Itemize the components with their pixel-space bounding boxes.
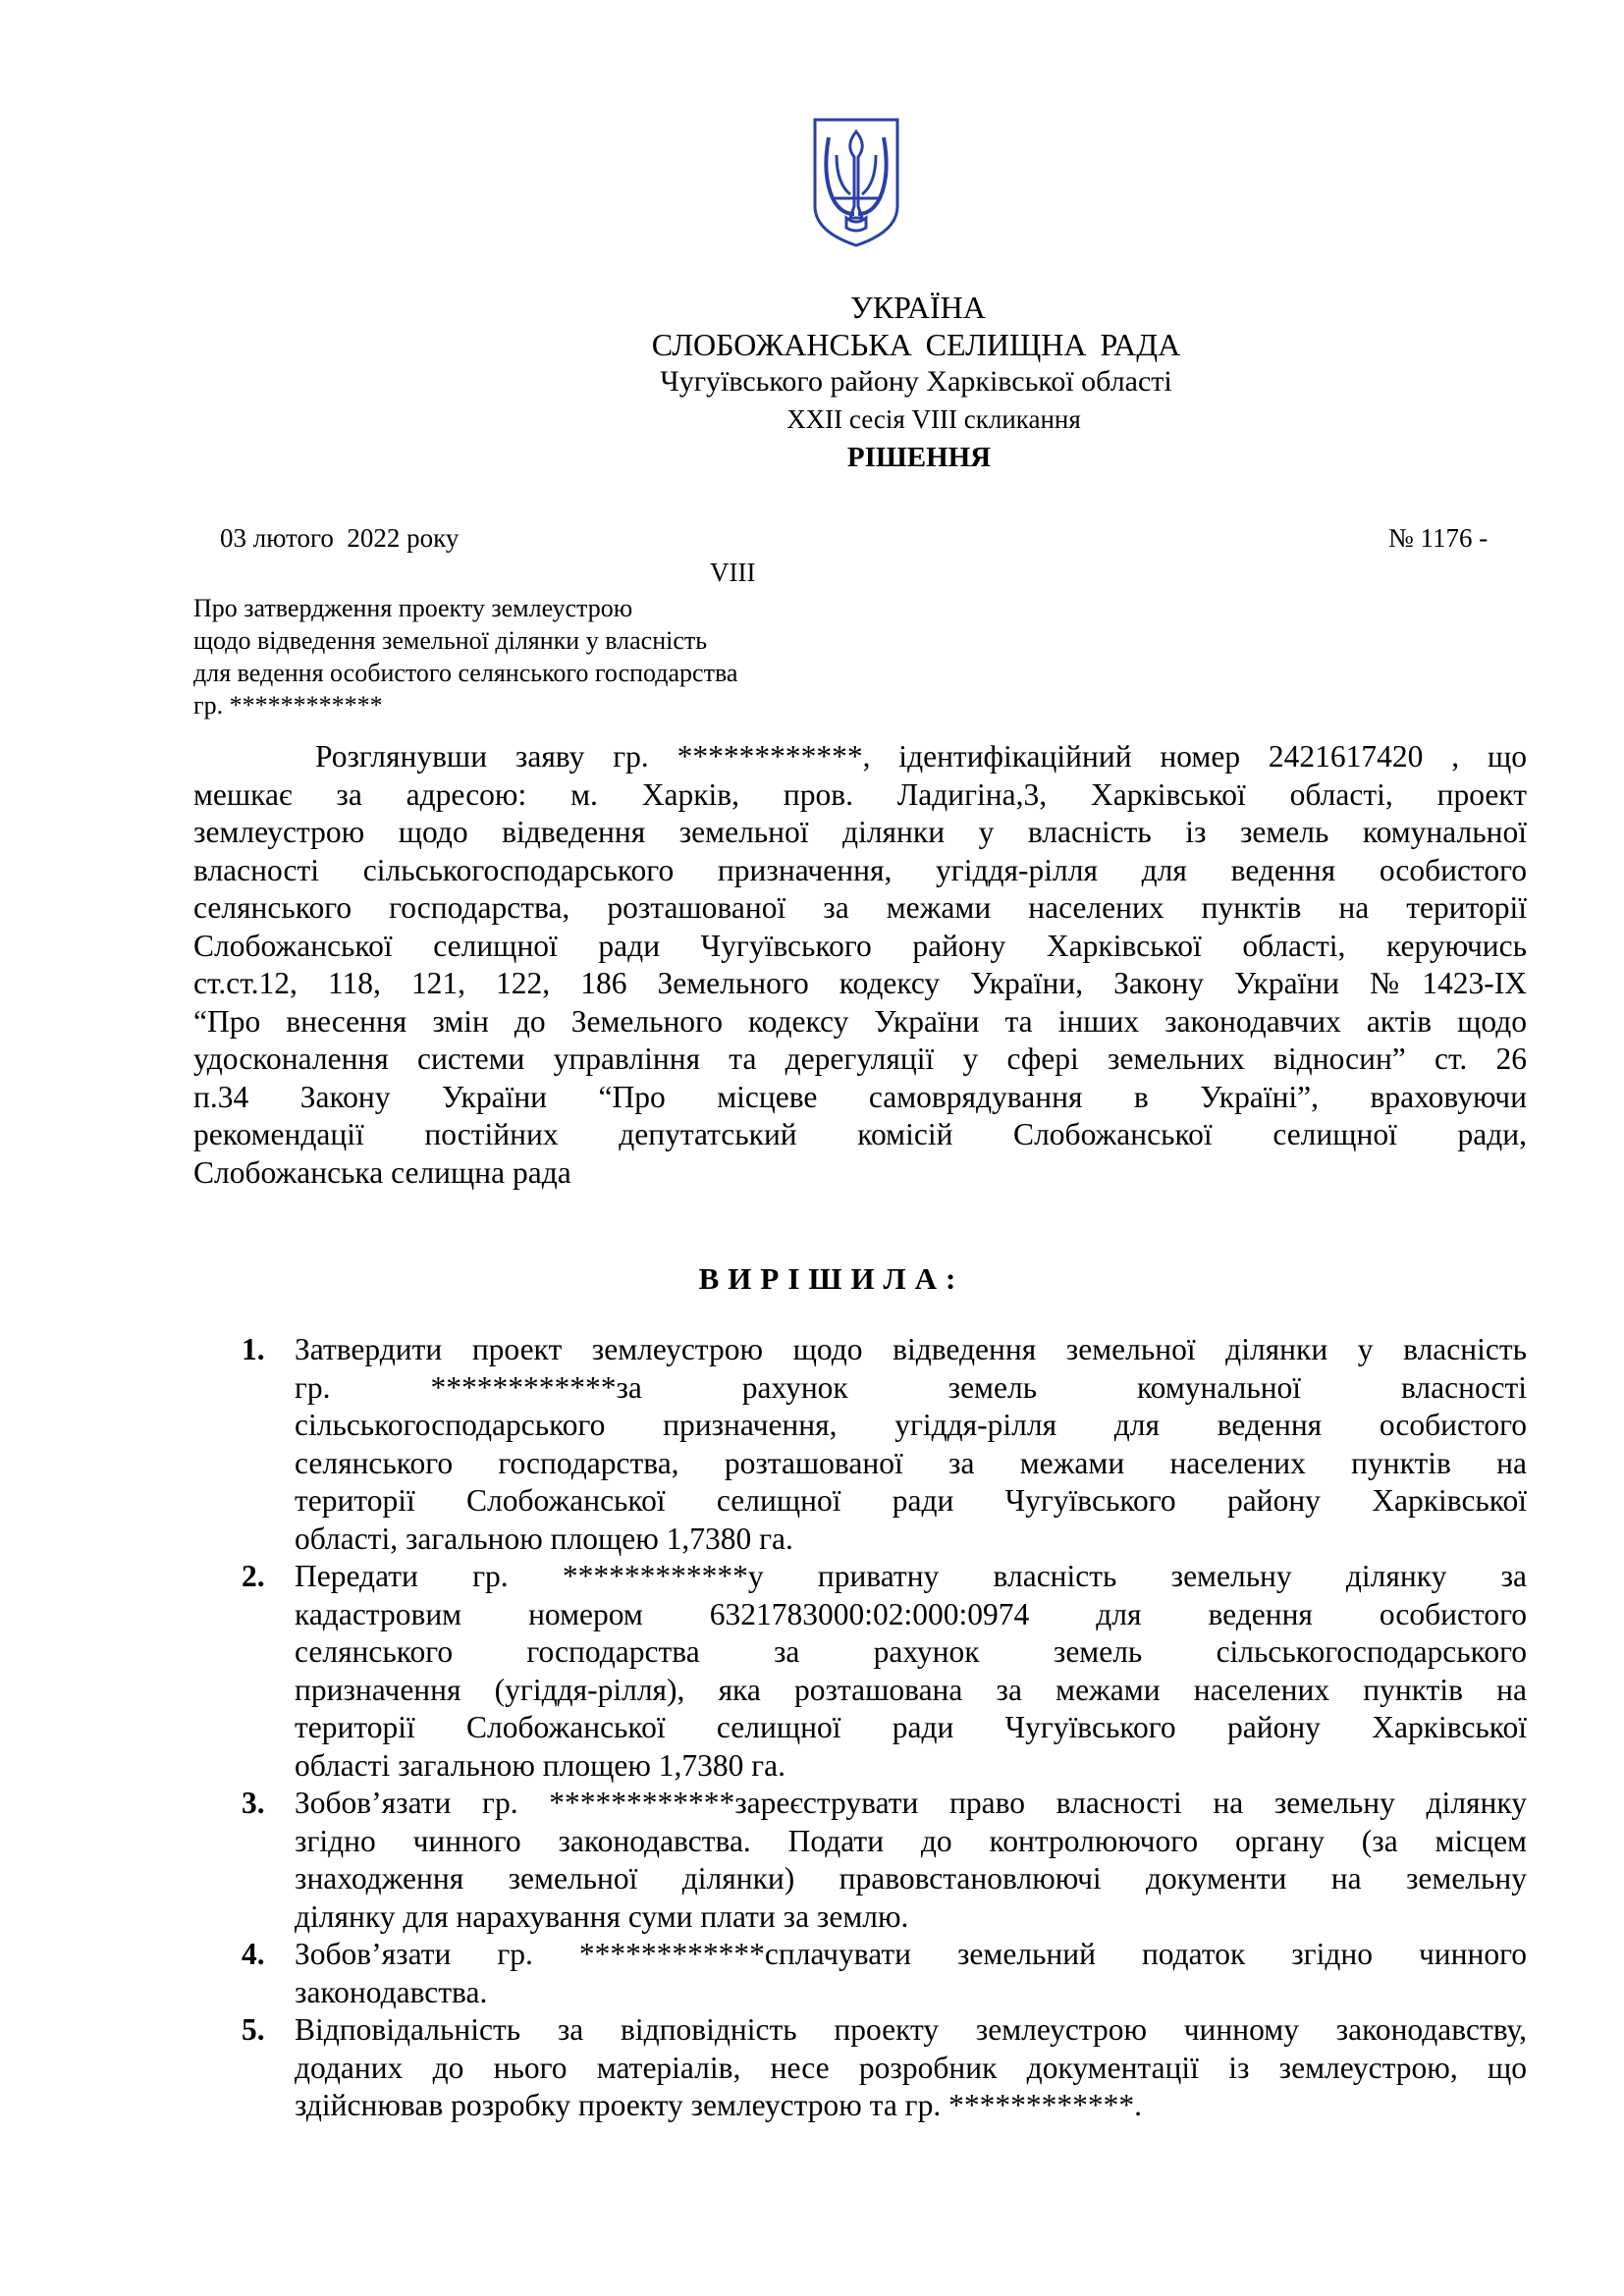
resolution-item: [196, 1785, 1527, 1936]
council-name: СЛОБОЖАНСЬКА СЕЛИЩНА РАДА: [651, 327, 1181, 362]
preamble-line: селянського господарства, розташованої за межами населених пунктів на території: [193, 890, 1527, 925]
resolution-item: [196, 1331, 1527, 1558]
item-line: здійснював розробку проекту землеустрою та гр. ************.: [295, 2088, 1142, 2122]
item-line: сільськогосподарського призначення, угіддя-рілля для ведення особистого: [295, 1408, 1527, 1442]
item-line: ділянку для нарахування суми плати за землю.: [295, 1898, 909, 1934]
item-line: Передати гр. ************у приватну власність земельну ділянку за: [295, 1559, 1527, 1593]
item-line: знаходження земельної ділянки) правовстановлюючі документи на земельну: [295, 1861, 1527, 1896]
decision-number: № 1176 -: [1388, 523, 1489, 553]
resolved-heading: ВИРІШИЛА:: [698, 1261, 965, 1296]
item-line: Затвердити проект землеустрою щодо відведення земельної ділянки у власність: [295, 1332, 1527, 1366]
preamble-line: власності сільськогосподарського призначення, угіддя-рілля для ведення особистого: [193, 852, 1527, 887]
decision-subject: [193, 592, 737, 721]
item-line: законодавства.: [295, 1974, 488, 2009]
preamble-line: ст.ст.12, 118, 121, 122, 186 Земельного кодексу України, Закону України №1423-IX: [193, 966, 1527, 1000]
preamble-line: п.34 Закону України “Про місцеве самоврядування в Україні”, враховуючи: [193, 1079, 1527, 1114]
subject-line: щодо відведення земельної ділянки у власність: [193, 626, 708, 655]
item-line: селянського господарства, розташованої за межами населених пунктів на: [295, 1445, 1527, 1480]
item-line: області загальною площею 1,7380 га.: [295, 1747, 786, 1783]
item-line: кадастровим номером 6321783000:02:000:0974 для ведення особистого: [295, 1596, 1527, 1631]
coat-of-arms-icon: [811, 116, 901, 249]
item-line: Зобов’язати гр. ************зареєструвати право власності на земельну ділянку: [295, 1786, 1527, 1820]
subject-line: для ведення особистого селянського господарства: [193, 659, 738, 687]
item-number: 3.: [242, 1786, 265, 1820]
item-line: Зобов’язати гр. ************сплачувати земельний податок згідно чинного: [295, 1937, 1527, 1971]
item-line: призначення (угіддя-рілля), яка розташована за межами населених пунктів на: [295, 1672, 1527, 1707]
item-number: 4.: [242, 1937, 265, 1971]
preamble-line: землеустрою щодо відведення земельної ділянки у власність із земель комунальної: [193, 815, 1527, 849]
resolution-item: [196, 1558, 1527, 1785]
resolution-item: [196, 1936, 1527, 2011]
subject-line: Про затвердження проекту землеустрою: [193, 594, 633, 622]
session-info: XXII сесія VIII скликання: [786, 404, 1081, 434]
resolution-items: [196, 1331, 1527, 2125]
district-name: Чугуївського району Харківської області: [660, 365, 1172, 398]
preamble-line: рекомендації постійних депутатський комісій Слобожанської селищної ради,: [193, 1117, 1527, 1151]
item-line: області, загальною площею 1,7380 га.: [295, 1521, 793, 1556]
preamble-line: Слобожанської селищної ради Чугуївського району Харківської області, керуючись: [193, 928, 1527, 963]
preamble-line: “Про внесення змін до Земельного кодексу України та інших законодавчих актів щодо: [193, 1003, 1527, 1039]
decision-number-suffix: VIII: [710, 558, 756, 587]
document-type-heading: РІШЕННЯ: [846, 442, 992, 473]
decision-date: 03 лютого 2022 року: [220, 523, 460, 553]
item-line: території Слобожанської селищної ради Чугуївського району Харківської: [295, 1483, 1527, 1518]
item-line: гр. ************за рахунок земель комунальної власності: [295, 1369, 1527, 1405]
preamble-paragraph: [193, 738, 1527, 1192]
resolution-item: [196, 2011, 1527, 2125]
item-number: 1.: [242, 1332, 265, 1366]
preamble-line: мешкає за адресою: м. Харків, пров. Ладигіна,3, Харківської області, проект: [193, 776, 1527, 812]
item-line: території Слобожанської селищної ради Чугуївського району Харківської: [295, 1710, 1527, 1744]
preamble-line: Розглянувши заяву гр. ************, ідентифікаційний номер 2421617420 , що: [315, 739, 1527, 774]
subject-line: гр. ************: [193, 691, 383, 720]
item-line: згідно чинного законодавства. Подати до контролюючого органу (за місцем: [295, 1823, 1527, 1858]
item-line: доданих до нього матеріалів, несе розробник документації із землеустрою, що: [295, 2050, 1527, 2085]
item-number: 5.: [242, 2012, 265, 2047]
preamble-line: Слобожанська селищна рада: [193, 1154, 571, 1190]
preamble-line: удосконалення системи управління та дерегуляції у сфері земельних відносин” ст. 26: [193, 1041, 1527, 1076]
country-title: УКРАЇНА: [850, 290, 986, 325]
item-line: селянського господарства за рахунок земель сільськогосподарського: [295, 1634, 1527, 1669]
item-number: 2.: [242, 1559, 265, 1593]
item-line: Відповідальність за відповідність проекту землеустрою чинному законодавству,: [295, 2012, 1527, 2047]
